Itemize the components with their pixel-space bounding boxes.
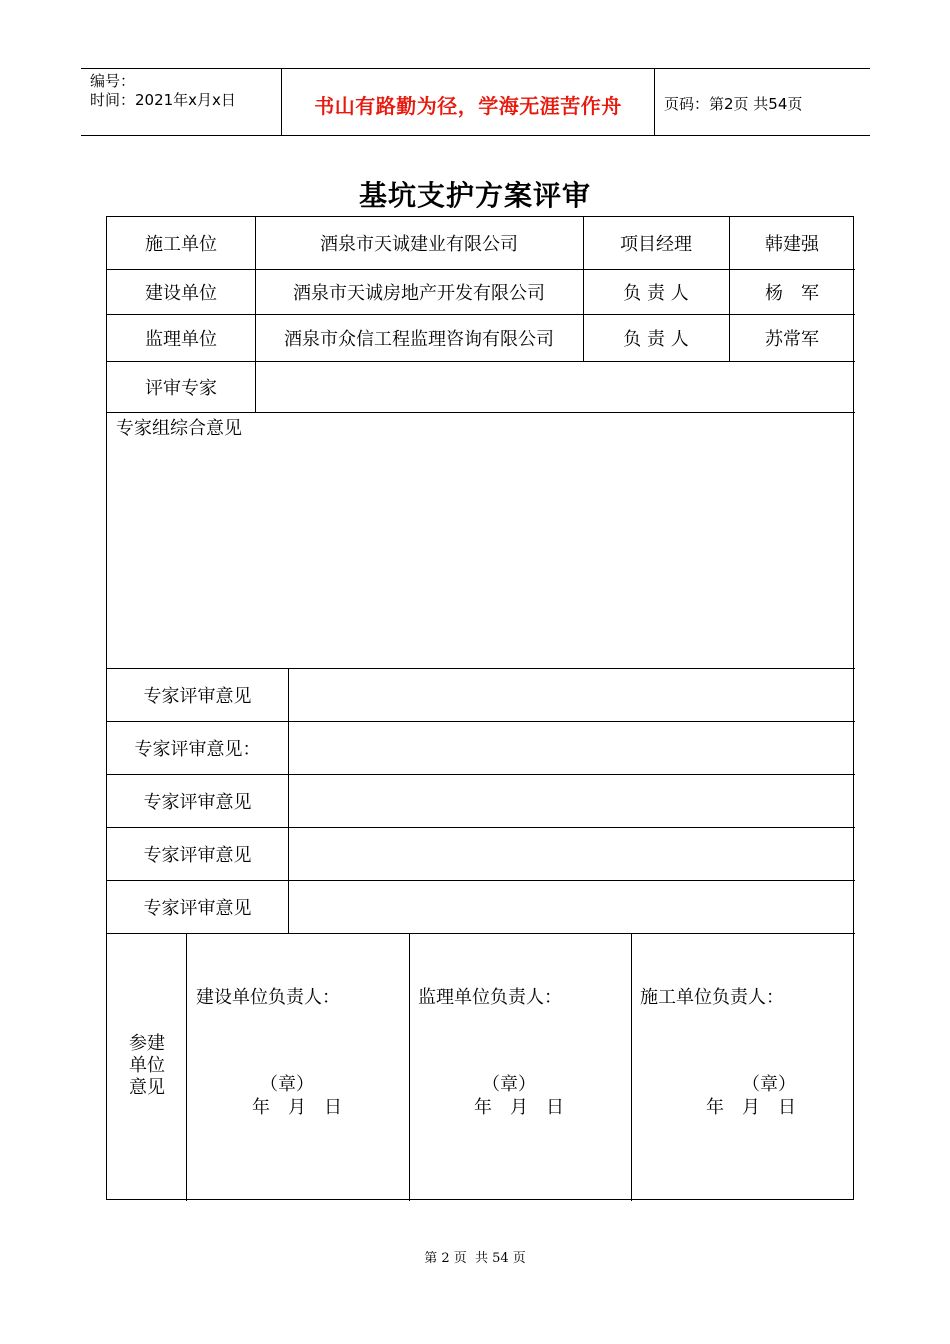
owner-unit-role: 负 责 人	[623, 282, 689, 304]
header-bottom-rule	[81, 135, 870, 136]
construction-unit-label: 施工单位	[145, 234, 217, 255]
construction-unit-role: 项目经理	[620, 234, 692, 255]
expert-opinion-field[interactable]	[289, 775, 854, 827]
col-line	[631, 933, 632, 1201]
col-line	[409, 933, 410, 1201]
owner-unit-company: 酒泉市天诚房地产开发有限公司	[293, 282, 545, 304]
expert-opinion-field[interactable]	[289, 881, 854, 933]
expert-opinion-label: 专家评审意见	[143, 844, 252, 866]
col-line	[186, 933, 187, 1201]
supervision-unit-label: 监理单位	[145, 328, 217, 350]
header-top-rule	[81, 68, 870, 69]
construction-unit-company: 酒泉市天诚建业有限公司	[320, 234, 518, 255]
owner-unit-label: 建设单位	[145, 282, 217, 304]
review-experts-field[interactable]	[256, 362, 854, 412]
serial-number-label: 编号：	[90, 72, 136, 90]
supervision-unit-role: 负 责 人	[623, 328, 689, 350]
header-divider-2	[654, 68, 655, 136]
supervision-seal: （章）	[482, 1074, 536, 1095]
expert-opinion-field[interactable]	[289, 828, 854, 880]
supervision-responsible-label: 监理单位负责人：	[418, 987, 562, 1008]
expert-opinion-label: 专家评审意见	[143, 685, 252, 707]
expert-opinion-label: 专家评审意见	[143, 791, 252, 813]
construction-responsible-label: 施工单位负责人：	[640, 987, 784, 1008]
construction-unit-person: 韩建强	[765, 234, 819, 255]
motto: 书山有路勤为径，学海无涯苦作舟	[314, 94, 622, 118]
construction-date: 年 月 日	[706, 1097, 796, 1118]
supervision-unit-company: 酒泉市众信工程监理咨询有限公司	[284, 328, 554, 350]
supervision-unit-person: 苏常军	[765, 328, 819, 350]
participants-opinion-label: 参建单位意见	[129, 1033, 165, 1098]
expert-opinion-field[interactable]	[289, 722, 854, 774]
expert-opinion-label: 专家评审意见	[143, 897, 252, 919]
time-label: 时间：2021年x月x日	[90, 91, 236, 109]
expert-opinion-field[interactable]	[289, 669, 854, 721]
review-form	[106, 216, 854, 1200]
document-title: 基坑支护方案评审	[358, 179, 591, 212]
review-experts-label: 评审专家	[145, 377, 217, 399]
group-opinion-field[interactable]	[108, 439, 854, 667]
page-footer: 第 2 页 共 54 页	[424, 1251, 526, 1266]
owner-responsible-label: 建设单位负责人：	[196, 987, 340, 1008]
supervision-date: 年 月 日	[474, 1097, 564, 1118]
expert-opinion-label: 专家评审意见：	[134, 738, 261, 760]
row-line	[107, 933, 855, 934]
page-info: 页码：第2页 共54页	[664, 95, 803, 113]
owner-date: 年 月 日	[252, 1097, 342, 1118]
row-line	[107, 412, 855, 413]
construction-seal: （章）	[742, 1074, 796, 1095]
owner-unit-person: 杨 军	[765, 282, 819, 304]
owner-seal: （章）	[260, 1074, 314, 1095]
group-opinion-label: 专家组综合意见	[116, 418, 242, 439]
